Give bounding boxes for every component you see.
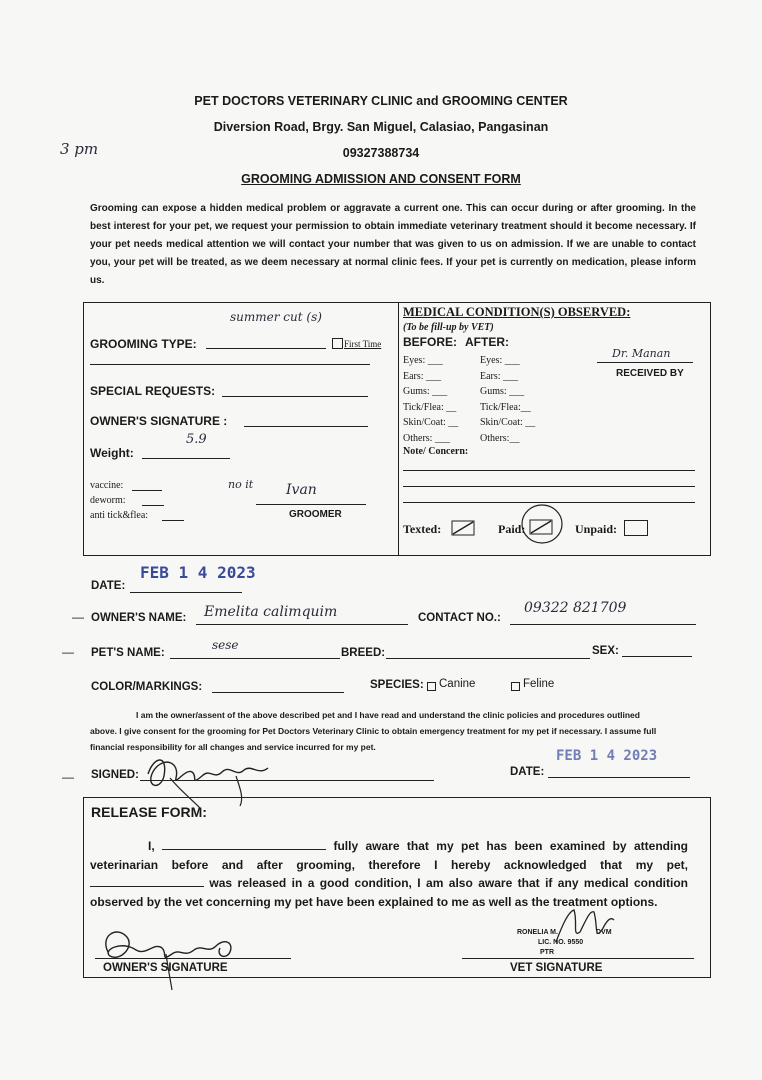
release-name-line[interactable] [162, 838, 326, 850]
after-item: Gums: ___ [480, 386, 525, 397]
vet-stamp-lic: LIC. NO. 9550 [538, 939, 584, 946]
grooming-type-value: summer cut (s) [230, 310, 322, 324]
vaccine-note: no it [228, 478, 254, 491]
weight-value: 5.9 [186, 432, 207, 447]
after-item: Skin/Coat: __ [480, 417, 536, 428]
date-label: DATE: [91, 580, 126, 592]
medical-title: MEDICAL CONDITION(S) OBSERVED: [403, 305, 631, 319]
deworm-label: deworm: [90, 495, 126, 506]
groomer-line [256, 504, 366, 505]
first-time-label: First Time [344, 339, 382, 349]
before-item: Ears: ___ [403, 370, 442, 382]
received-by-name: Dr. Manan [612, 347, 671, 360]
tickflea-label: anti tick&flea: [90, 510, 149, 521]
vet-sig-label: VET SIGNATURE [510, 962, 603, 974]
consent-line: above. I give consent for the grooming for Pet Doctors Veterinary Clinic to obtain emergency treatment for my pet if necessary. I assume full [90, 726, 657, 736]
consent-date-stamp: FEB 1 4 2023 [556, 748, 658, 764]
weight-label: Weight: [90, 446, 134, 460]
vet-stamp-ptr: PTR [540, 949, 554, 956]
after-item: Others:__ [480, 432, 520, 444]
breed-label: BREED: [341, 647, 386, 659]
contact-line[interactable] [510, 624, 696, 625]
release-text-part2: was released in a good condition, I am also aware that if any medical condition observed by the vet concerning my pet have been explained to me as well as the treatment options. [90, 876, 688, 909]
pet-name-value: sese [212, 638, 239, 652]
species-label: SPECIES: [370, 679, 424, 691]
special-requests-label: SPECIAL REQUESTS: [90, 384, 216, 398]
after-label: AFTER: [465, 335, 509, 349]
date-line[interactable] [130, 592, 242, 593]
special-requests-line[interactable] [222, 396, 368, 397]
pet-name-label: PET'S NAME: [91, 647, 165, 659]
first-time-checkbox[interactable] [332, 338, 343, 349]
consent-date-line[interactable] [548, 777, 690, 778]
vet-sig-line[interactable] [462, 958, 694, 959]
before-item: Gums: ___ [403, 386, 448, 397]
medical-subtitle: (To be fill-up by VET) [403, 322, 494, 333]
consent-line: I am the owner/assent of the above described pet and I have read and understand the clinic policies and procedures outlined [136, 710, 640, 720]
release-title: RELEASE FORM: [91, 804, 207, 820]
note-concern-label: Note/ Concern: [403, 446, 469, 457]
groomer-name: Ivan [286, 482, 317, 498]
clinic-address: Diversion Road, Brgy. San Miguel, Calasiao, Pangasinan [213, 120, 549, 134]
form-title: GROOMING ADMISSION AND CONSENT FORM [241, 172, 521, 186]
before-item: Skin/Coat: __ [403, 417, 459, 428]
vet-signature-scribble [550, 902, 620, 954]
release-bottom-line [83, 977, 711, 978]
feline-label: Feline [523, 678, 555, 690]
vaccine-label: vaccine: [90, 480, 124, 491]
paid-checkbox[interactable] [520, 502, 566, 546]
owner-name-label: OWNER'S NAME: [91, 612, 187, 624]
before-list [403, 353, 458, 446]
owner-sig-line[interactable] [95, 958, 291, 959]
unpaid-checkbox[interactable] [624, 520, 648, 536]
consent-date-label: DATE: [510, 766, 545, 778]
paid-label: Paid: [498, 522, 526, 536]
vet-stamp-title: DVM [596, 929, 612, 936]
consent-line: financial responsibility for all changes and service incurred for my pet. [90, 742, 376, 752]
tickflea-line[interactable] [162, 520, 184, 521]
before-item: Tick/Flea: __ [403, 401, 457, 413]
owner-name-line[interactable] [196, 624, 408, 625]
grooming-type-line[interactable] [206, 348, 326, 349]
color-markings-label: COLOR/MARKINGS: [91, 681, 203, 693]
after-list [480, 353, 535, 446]
texted-checkbox[interactable] [451, 520, 475, 536]
before-item: Eyes: ___ [403, 355, 443, 366]
owner-name-value: Emelita calimquim [204, 604, 338, 620]
tick-mark: — [62, 770, 74, 784]
canine-label: Canine [439, 678, 476, 690]
vaccine-line[interactable] [132, 490, 162, 491]
weight-line[interactable] [142, 458, 230, 459]
contact-label: CONTACT NO.: [418, 612, 501, 624]
vet-stamp-name: RONELIA M. [517, 929, 558, 936]
color-markings-line[interactable] [212, 692, 344, 693]
unpaid-label: Unpaid: [575, 522, 618, 536]
release-text [90, 837, 688, 911]
breed-line[interactable] [386, 658, 590, 659]
signed-label: SIGNED: [91, 769, 139, 781]
grooming-type-line-2 [90, 364, 370, 365]
date-stamp: FEB 1 4 2023 [140, 563, 256, 582]
pet-name-line[interactable] [170, 658, 340, 659]
canine-checkbox[interactable] [427, 682, 436, 691]
intro-paragraph: Grooming can expose a hidden medical problem or aggravate a current one. This can occur during or after grooming. In the best interest for your pet, we request your permission to obtain immediate veterinary treatment should it become necessary. If your pet needs medical attention we will contact your number that was given to us on admission. If we are unable to contact you, your pet will be treated, as we deem necessary at normal clinic fees. If your pet is currently on medication, please inform us. [90, 203, 696, 286]
after-item: Tick/Flea:__ [480, 401, 531, 413]
received-by-line [597, 362, 693, 363]
texted-label: Texted: [403, 522, 442, 536]
owner-sig-label: OWNER'S SIGNATURE [103, 962, 228, 974]
release-pet-line[interactable] [90, 875, 204, 887]
sex-label: SEX: [592, 645, 619, 657]
received-by-label: RECEIVED BY [616, 368, 684, 379]
owner-signature-line[interactable] [244, 426, 368, 427]
release-i-label: I, [148, 839, 155, 853]
contact-value: 09322 821709 [524, 600, 627, 616]
sex-line[interactable] [622, 656, 692, 657]
clinic-name: PET DOCTORS VETERINARY CLINIC and GROOMING CENTER [194, 94, 568, 108]
deworm-line[interactable] [142, 505, 164, 506]
tick-mark: — [62, 645, 74, 659]
before-label: BEFORE: [403, 335, 457, 349]
after-item: Eyes: ___ [480, 355, 520, 366]
handwritten-time: 3 pm [60, 140, 99, 158]
feline-checkbox[interactable] [511, 682, 520, 691]
box-divider [398, 302, 399, 556]
note-line-2[interactable] [403, 486, 695, 487]
before-item: Others: ___ [403, 432, 450, 444]
grooming-type-label: GROOMING TYPE: [90, 337, 197, 351]
release-owner-signature-scribble [96, 912, 246, 992]
owner-signature-label: OWNER'S SIGNATURE : [90, 414, 228, 428]
after-item: Ears: ___ [480, 370, 519, 382]
release-text-part1: fully aware that my pet has been examined by attending veterinarian before and after grooming, therefore I hereby acknowledged that my pet, [90, 839, 688, 872]
groomer-label: GROOMER [289, 509, 342, 520]
tick-mark: — [72, 610, 84, 624]
note-line-1[interactable] [403, 470, 695, 471]
clinic-phone: 09327388734 [342, 146, 420, 160]
